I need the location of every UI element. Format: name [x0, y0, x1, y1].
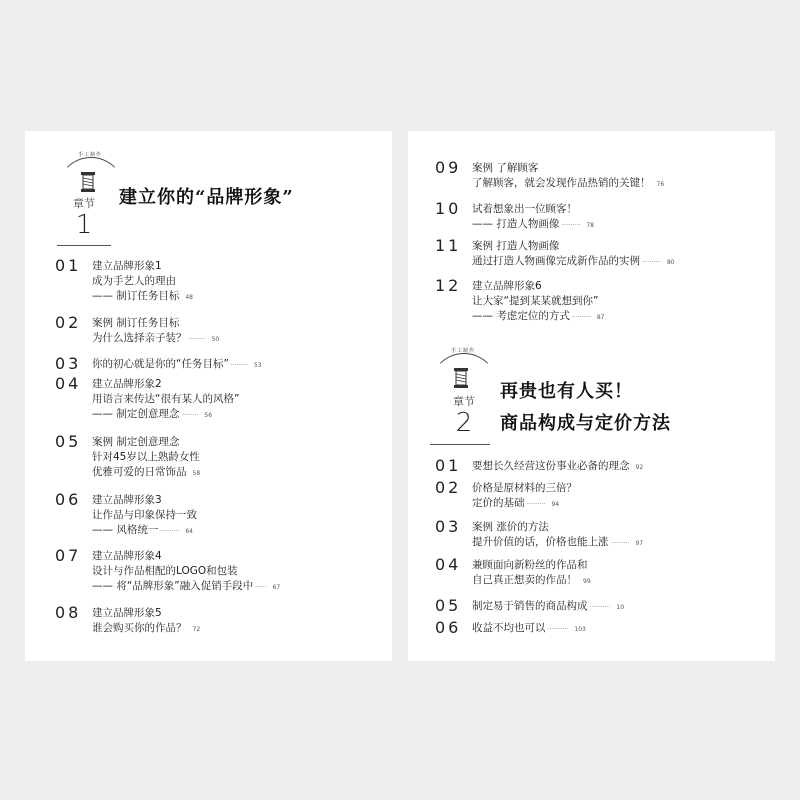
- leader-dots: ··········: [640, 259, 661, 266]
- entry-lines: [472, 520, 643, 550]
- entry-number: 02: [55, 313, 82, 332]
- entry-line: [472, 279, 604, 294]
- entry-number: 07: [55, 546, 82, 565]
- entry-lines: [472, 239, 675, 269]
- entry-number: 06: [435, 618, 462, 637]
- emblem-text: 手工制作: [450, 348, 475, 354]
- leader-dots: ·········: [179, 412, 199, 419]
- leader-dots: ·········: [228, 362, 248, 369]
- entry-text: 案例 制定创意理念: [92, 436, 180, 448]
- entry-number: 05: [435, 596, 462, 615]
- entry-line: [92, 493, 197, 508]
- entry-line: [472, 520, 643, 535]
- entry-text: 案例 打造人物画像: [472, 240, 560, 252]
- entry-line: [472, 239, 675, 254]
- page-number: 67: [272, 584, 281, 591]
- entry-line: [92, 259, 193, 274]
- entry-number: 04: [55, 374, 82, 393]
- page-number: 78: [586, 222, 594, 229]
- entry-lines: [472, 621, 586, 636]
- thread-spool-icon: [79, 171, 97, 193]
- leader-dots: ··········: [569, 314, 591, 321]
- entry-lines: [92, 377, 239, 422]
- entry-text: 建立品牌形象3: [92, 494, 162, 506]
- thread-spool-icon: [452, 367, 470, 389]
- entry-lines: [472, 481, 577, 511]
- page-number: 10: [616, 604, 625, 611]
- entry-text: 针对45岁以上熟龄女性: [92, 451, 200, 463]
- chapter-title-line2: 商品构成与定价方法: [500, 413, 671, 434]
- chapter-label: 章节: [453, 395, 475, 408]
- entry-text: 建立品牌形象1: [92, 260, 162, 272]
- entry-text: —— 考虑定位的方式: [472, 310, 570, 322]
- entry-text: 设计与作品相配的LOGO和包装: [92, 565, 238, 577]
- entry-lines: [92, 357, 262, 372]
- entry-text: 案例 了解顾客: [472, 162, 539, 174]
- entry-lines: [92, 549, 280, 594]
- entry-text: 为什么选择亲子装？: [92, 332, 187, 344]
- entry-text: 优雅可爱的日常饰品: [92, 466, 187, 478]
- entry-line: [92, 357, 262, 372]
- entry-line: [92, 331, 219, 346]
- entry-line: [92, 274, 193, 289]
- entry-line: [92, 435, 200, 450]
- entry-text: 案例 涨价的方法: [472, 521, 549, 533]
- page-number: 76: [656, 181, 665, 188]
- entry-number: 03: [435, 517, 462, 536]
- entry-text: 用语言来传达“很有某人的风格”: [92, 393, 240, 405]
- entry-text: 成为手艺人的理由: [92, 275, 176, 287]
- entry-line: [92, 377, 239, 392]
- entry-line: [472, 621, 586, 636]
- page-number: 87: [596, 314, 605, 321]
- page-number: 48: [185, 294, 193, 301]
- entry-lines: [472, 279, 604, 324]
- entry-line: [472, 481, 577, 496]
- page-number: 103: [574, 626, 586, 633]
- entry-number: 10: [435, 199, 462, 218]
- chapter-number: 2: [455, 408, 473, 438]
- entry-number: 06: [55, 490, 82, 509]
- chapter-label: 章节: [73, 197, 95, 210]
- entry-line: [472, 161, 664, 176]
- entry-line: [92, 523, 197, 538]
- entry-line: [92, 465, 200, 480]
- entry-number: 05: [55, 432, 82, 451]
- entry-line: [92, 392, 239, 407]
- entry-line: [92, 316, 219, 331]
- entry-text: 你的初心就是你的“任务目标”: [92, 358, 229, 370]
- entry-text: —— 将“品牌形象”融入促销手段中: [92, 580, 254, 592]
- entry-line: [92, 606, 200, 621]
- entry-line: [472, 254, 675, 269]
- entry-text: 让作品与印象保持一致: [92, 509, 197, 521]
- entry-text: 建立品牌形象5: [92, 607, 162, 619]
- leader-dots: ··········: [608, 540, 630, 547]
- entry-text: —— 打造人物画像: [472, 218, 560, 230]
- page-number: 58: [192, 470, 201, 477]
- entry-text: 建立品牌形象2: [92, 378, 162, 390]
- entry-lines: [472, 558, 591, 588]
- entry-number: 01: [435, 456, 462, 475]
- entry-text: 收益不均也可以: [472, 622, 546, 634]
- leader-dots: ··········: [559, 222, 581, 229]
- chapter-number: 1: [75, 210, 93, 240]
- entry-number: 04: [435, 555, 462, 574]
- entry-number: 11: [435, 236, 462, 255]
- chapter-divider: [430, 444, 490, 445]
- page-number: 50: [211, 336, 220, 343]
- entry-lines: [92, 493, 197, 538]
- page-number: 92: [635, 464, 644, 471]
- page-number: 99: [583, 578, 591, 585]
- entry-line: [472, 535, 643, 550]
- leader-dots: ··········: [524, 501, 546, 508]
- entry-line: [472, 496, 577, 511]
- entry-line: [92, 549, 280, 564]
- entry-lines: [92, 435, 200, 480]
- entry-number: 01: [55, 256, 82, 275]
- entry-text: —— 制定创意理念: [92, 408, 180, 420]
- entry-lines: [472, 599, 624, 614]
- entry-text: 制定易于销售的商品构成: [472, 600, 588, 612]
- emblem-text: 手工制作: [77, 152, 102, 158]
- entry-text: 谁会购买你的作品？: [92, 622, 187, 634]
- page-number: 56: [204, 412, 213, 419]
- entry-text: 要想长久经营这份事业必备的理念: [472, 460, 630, 472]
- entry-lines: [472, 161, 664, 191]
- entry-text: 让大家“提到某某就想到你”: [472, 295, 599, 307]
- entry-text: 案例 制订任务目标: [92, 317, 180, 329]
- entry-line: [472, 558, 591, 573]
- page-number: 97: [635, 540, 644, 547]
- entry-line: [92, 407, 239, 422]
- entry-lines: [92, 606, 200, 636]
- leader-dots: ·········: [186, 336, 206, 343]
- entry-number: 02: [435, 478, 462, 497]
- entry-line: [472, 176, 664, 191]
- entry-line: [472, 202, 594, 217]
- entry-line: [472, 309, 604, 324]
- page-number: 53: [253, 362, 262, 369]
- page-number: 94: [551, 501, 560, 508]
- entry-line: [92, 450, 200, 465]
- entry-text: 了解顾客，就会发现作品热销的关键！: [472, 177, 651, 189]
- leader-dots: ···········: [545, 626, 569, 633]
- left-page: [25, 131, 392, 661]
- entry-line: [472, 294, 604, 309]
- entry-line: [472, 573, 591, 588]
- page-number: 72: [192, 626, 201, 633]
- entry-lines: [92, 316, 219, 346]
- leader-dots: ······: [253, 584, 267, 591]
- entry-text: 定价的基础: [472, 497, 525, 509]
- page-number: 80: [666, 259, 675, 266]
- entry-line: [92, 289, 193, 304]
- entry-line: [92, 508, 197, 523]
- entry-text: 提升价值的话，价格也能上涨: [472, 536, 609, 548]
- entry-text: 建立品牌形象4: [92, 550, 162, 562]
- entry-number: 12: [435, 276, 462, 295]
- entry-line: [472, 599, 624, 614]
- chapter-title-line1: 再贵也有人买！: [500, 381, 633, 402]
- entry-line: [92, 564, 280, 579]
- leader-dots: ···········: [587, 604, 611, 611]
- entry-line: [92, 621, 200, 636]
- entry-text: —— 风格统一: [92, 524, 159, 536]
- entry-number: 09: [435, 158, 462, 177]
- entry-number: 03: [55, 354, 82, 373]
- chapter-divider: [57, 245, 111, 246]
- entry-number: 08: [55, 603, 82, 622]
- entry-lines: [472, 459, 643, 474]
- entry-line: [472, 459, 643, 474]
- entry-text: 自己真正想卖的作品！: [472, 574, 577, 586]
- entry-text: 通过打造人物画像完成新作品的实例: [472, 255, 640, 267]
- entry-lines: [92, 259, 193, 304]
- entry-line: [472, 217, 594, 232]
- entry-text: —— 制订任务目标: [92, 290, 180, 302]
- entry-lines: [472, 202, 594, 232]
- leader-dots: ··········: [158, 528, 180, 535]
- entry-text: 兼顾面向新粉丝的作品和: [472, 559, 588, 571]
- right-page: [408, 131, 775, 661]
- entry-line: [92, 579, 280, 594]
- entry-text: 试着想象出一位顾客！: [472, 203, 577, 215]
- page-number: 64: [185, 528, 193, 535]
- entry-text: 建立品牌形象6: [472, 280, 542, 292]
- entry-text: 价格是原材料的三倍？: [472, 482, 577, 494]
- chapter-title: 建立你的“品牌形象”: [119, 187, 294, 208]
